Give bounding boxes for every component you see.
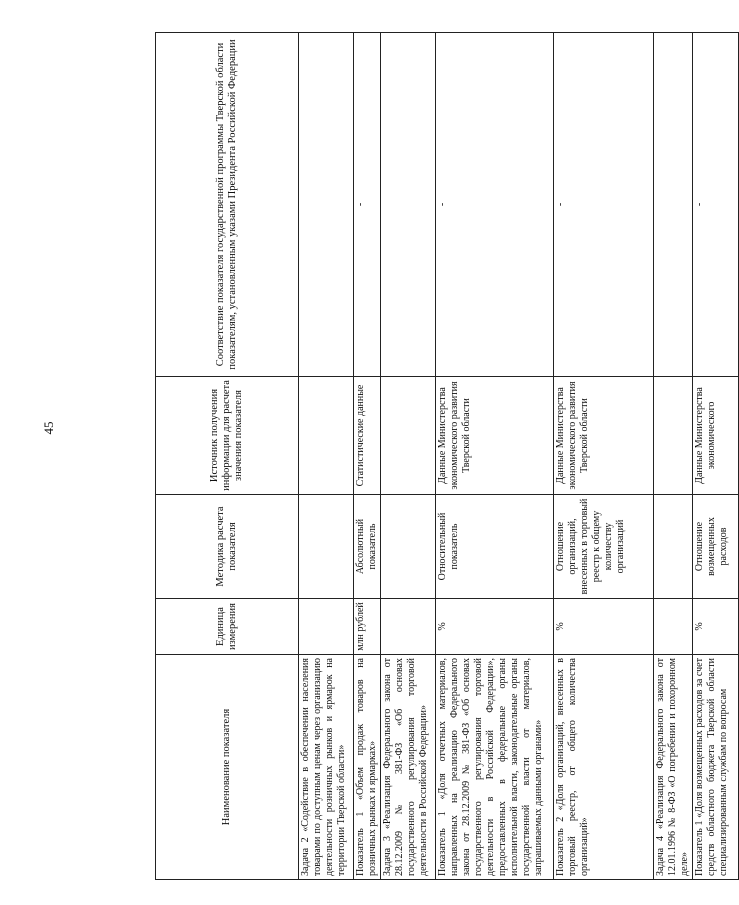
row-name: Задача 4 «Реализация Федерального закона от 12.01.1996 № 8-ФЗ «О погребении и похоронном деле»	[654, 655, 693, 880]
row-source	[654, 377, 693, 495]
table-row	[654, 33, 693, 880]
row-compliance	[299, 33, 354, 377]
row-name: Задача 2 «Содействие в обеспечении населения товарами по доступным ценам через организацию деятельности розничных рынков и ярмарок на территории Тверской области»	[299, 655, 354, 880]
header-source: Источник получения информации для расчета значения показателя	[156, 377, 299, 495]
row-compliance: -	[436, 33, 554, 377]
row-source: Данные Министерства экономического	[693, 377, 739, 495]
page-number: 45	[41, 421, 56, 435]
table-row	[436, 33, 554, 880]
row-method	[299, 495, 354, 599]
row-name: Показатель 1 «Доля возмещенных расходов за счет средств областного бюджета Тверской области специализированным службам по вопросам	[693, 655, 739, 880]
row-unit: %	[554, 599, 654, 655]
row-compliance: -	[554, 33, 654, 377]
row-name: Показатель 1 «Объем продаж товаров на розничных рынках и ярмарках»	[354, 655, 381, 880]
row-unit	[654, 599, 693, 655]
row-method: Отношение организаций, внесенных в торговый реестр к общему количеству организаций	[554, 495, 654, 599]
row-method	[654, 495, 693, 599]
rotated-page	[155, 33, 729, 880]
table-row	[554, 33, 654, 880]
row-source	[299, 377, 354, 495]
table-row	[299, 33, 354, 880]
header-name: Наименование показателя	[156, 655, 299, 880]
row-compliance	[381, 33, 436, 377]
row-source: Статистические данные	[354, 377, 381, 495]
header-row	[156, 33, 299, 880]
row-unit: млн рублей	[354, 599, 381, 655]
row-unit: %	[693, 599, 739, 655]
table-row	[354, 33, 381, 880]
indicators-table	[155, 32, 739, 880]
row-name: Показатель 2 «Доля организаций, внесенных в торговый реестр, от общего количества организаций»	[554, 655, 654, 880]
row-compliance: -	[354, 33, 381, 377]
row-compliance	[654, 33, 693, 377]
row-unit	[299, 599, 354, 655]
row-unit	[381, 599, 436, 655]
row-source	[381, 377, 436, 495]
row-method: Отношение возмещенных расходов	[693, 495, 739, 599]
row-name: Показатель 1 «Доля отчетных материалов, направленных на реализацию Федерального закона от 28.12.2009 № 381-ФЗ «Об основах государственного регулирования торговой деятельности в Российской Федерации», предоставленных в федеральные органы исполнительной власти, законодательные органы государственной власти от материалов, запрашиваемых данными органами»	[436, 655, 554, 880]
row-source: Данные Министерства экономического развития Тверской области	[436, 377, 554, 495]
row-method	[381, 495, 436, 599]
header-compliance: Соответствие показателя государственной программы Тверской области показателям, установленным указами Президента Российской Федерации	[156, 33, 299, 377]
row-method: Абсолютный показатель	[354, 495, 381, 599]
row-compliance: -	[693, 33, 739, 377]
row-name: Задача 3 «Реализация Федерального закона от 28.12.2009 № 381-ФЗ «Об основах государственного регулирования торговой деятельности в Российской Федерации»	[381, 655, 436, 880]
table-row	[693, 33, 739, 880]
table-row	[381, 33, 436, 880]
header-unit: Единица измерения	[156, 599, 299, 655]
row-method: Относительный показатель	[436, 495, 554, 599]
row-source: Данные Министерства экономического развития Тверской области	[554, 377, 654, 495]
header-method: Методика расчета показателя	[156, 495, 299, 599]
row-unit: %	[436, 599, 554, 655]
